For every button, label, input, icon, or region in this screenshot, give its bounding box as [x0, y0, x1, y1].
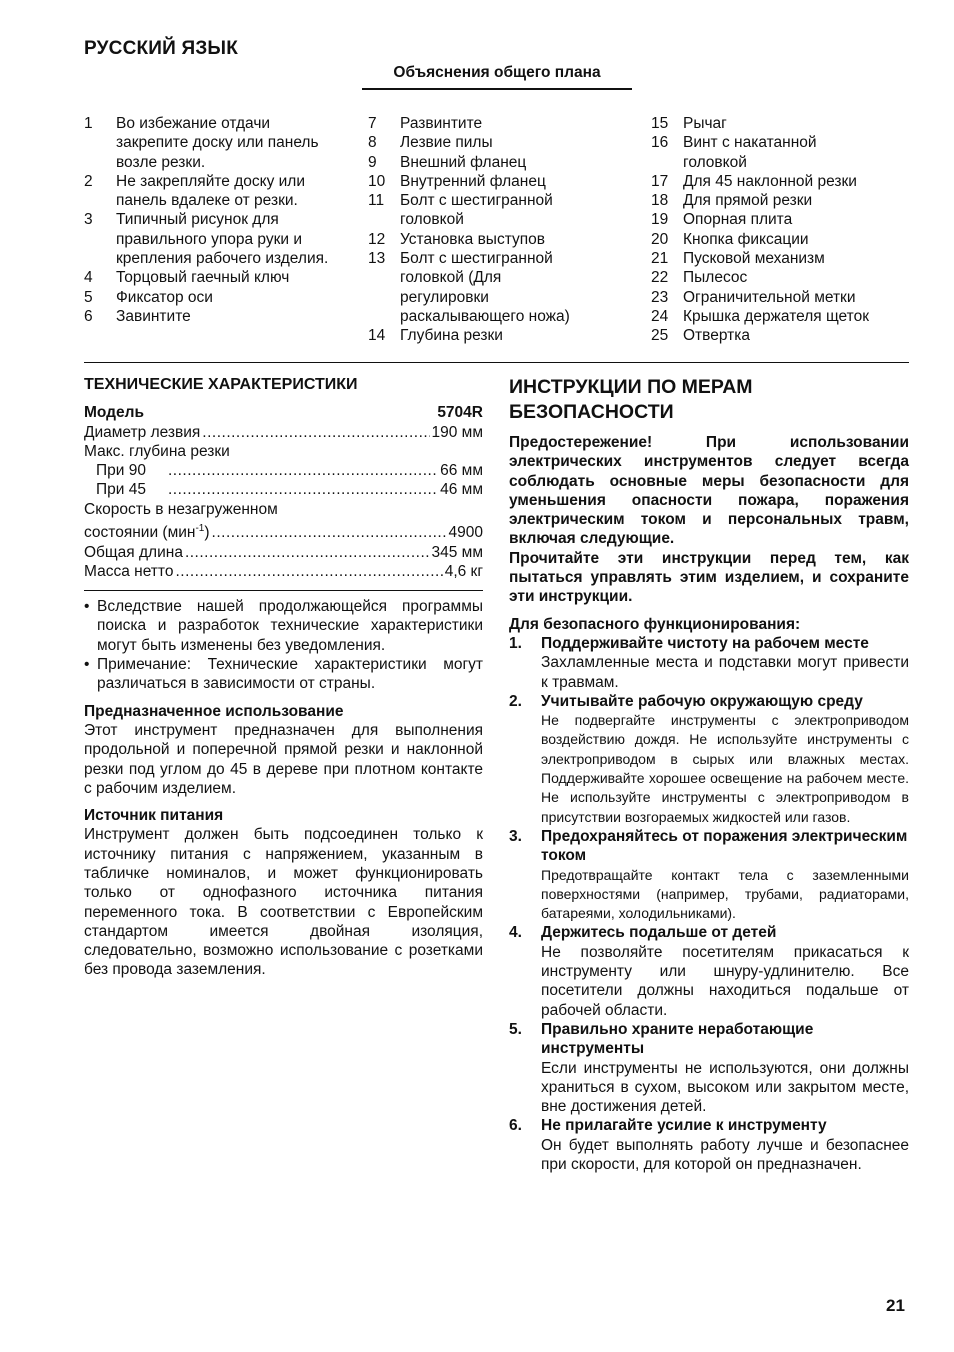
legend-text: Отвертка: [683, 327, 750, 345]
legend-item: [651, 268, 909, 287]
spec-value: 190 мм: [431, 423, 483, 441]
legend-number: 4: [84, 269, 93, 287]
safety-item: [509, 1116, 909, 1174]
safety-item: [509, 1020, 909, 1116]
safety-heading: ИНСТРУКЦИИ ПО МЕРАМ БЕЗОПАСНОСТИ: [509, 376, 753, 423]
legend-item: [651, 230, 909, 249]
specs-divider: [84, 590, 483, 591]
safety-item-number: 1.: [509, 634, 522, 652]
legend-number: 2: [84, 172, 93, 190]
safety-item-number: 4.: [509, 924, 522, 942]
legend-text: Для 45 наклонной резки: [683, 172, 857, 190]
legend-text: Рычаг: [683, 115, 727, 132]
safety-item-text: Если инструменты не используются, они должны храниться в сухом, высоком или закрытом месте, вне достижения детей.: [541, 1059, 909, 1116]
spec-label: [84, 519, 210, 542]
spec-label: При 90: [96, 462, 146, 480]
safety-column: [509, 375, 909, 1174]
legend-text: Установка выступов: [400, 230, 545, 248]
spec-value: 345 мм: [431, 543, 483, 561]
legend-number: 11: [368, 192, 385, 210]
language-heading: РУССКИЙ ЯЗЫК: [84, 38, 239, 59]
legend-text: Опорная плита: [683, 211, 793, 229]
safety-item-text: Он будет выполнять работу лучше и безопаснее при скорости, для которой он предназначен.: [541, 1136, 909, 1173]
legend-item: [84, 210, 344, 268]
legend-item: [368, 133, 608, 152]
leader-dots: [202, 423, 429, 442]
legend-text: Развинтите: [400, 115, 483, 132]
legend-text: Завинтите: [116, 307, 191, 325]
legend-item: [368, 172, 608, 191]
legend-item: [651, 114, 909, 133]
safety-item: [509, 923, 909, 1019]
power-supply-heading: Источник питания: [84, 807, 224, 825]
spec-model-value: 5704R: [437, 404, 483, 422]
legend-item: [651, 288, 909, 307]
safety-item-text: Не позволяйте посетителям прикасаться к инструменту или шнуру-удлинителю. Все посетители должны находиться подальше от рабочей области.: [541, 943, 909, 1019]
spec-value: 46 мм: [440, 481, 483, 499]
legend-item: [84, 172, 344, 211]
spec-label-superscript: -1: [195, 523, 205, 535]
safety-item: [509, 827, 909, 923]
safety-item-title: Учитывайте рабочую окружающую среду: [541, 692, 863, 710]
legend-item: [651, 191, 909, 210]
spec-value: 4900: [448, 524, 483, 542]
legend-text: Болт с шестигранной головкой (Для регулировки раскалывающего ножа): [400, 250, 570, 325]
safety-item-title: Не прилагайте усилие к инструменту: [541, 1117, 827, 1135]
legend-number: 24: [651, 307, 669, 325]
legend-item: [84, 268, 344, 287]
legend-item: [651, 172, 909, 191]
legend-number: 16: [651, 134, 669, 152]
bullet-icon: •: [84, 598, 90, 616]
legend-number: 14: [368, 327, 386, 345]
legend-item: [84, 114, 344, 172]
spec-note-text: Примечание: Технические характеристики могут различаться в зависимости от страны.: [97, 656, 483, 693]
legend-number: 20: [651, 230, 669, 248]
intended-use-heading: Предназначенное использование: [84, 702, 344, 720]
legend-number: 1: [84, 115, 93, 132]
legend-text: Винт с накатанной головкой: [683, 134, 817, 171]
safety-item: [509, 692, 909, 827]
spec-note: [84, 655, 483, 694]
legend-column-1: [84, 114, 344, 326]
safety-item-number: 3.: [509, 827, 522, 845]
legend-item: [651, 133, 909, 172]
safety-item-title: Предохраняйтесь от поражения электрическим током: [541, 827, 908, 865]
legend-number: 7: [368, 115, 377, 132]
legend-number: 12: [368, 230, 386, 248]
leader-dots: [168, 461, 438, 480]
legend-text: Во избежание отдачи закрепите доску или панель возле резки.: [116, 115, 319, 171]
legend-number: 13: [368, 250, 386, 268]
legend-number: 21: [651, 250, 669, 268]
spec-note-text: Вследствие нашей продолжающейся программы поиска и разработок технические характеристики могут быть изменены без уведомления.: [97, 598, 483, 654]
section-divider: [84, 362, 909, 363]
spec-row: [84, 519, 483, 542]
spec-label-text: состоянии (мин: [84, 524, 196, 542]
legend-text: Лезвие пилы: [400, 134, 493, 152]
spec-row: [84, 562, 483, 581]
legend-number: 9: [368, 153, 377, 171]
legend-number: 6: [84, 307, 93, 325]
leader-dots: [185, 543, 430, 562]
section-subtitle: Объяснения общего плана: [362, 64, 632, 90]
legend-item: [651, 210, 909, 229]
spec-row: [84, 543, 483, 562]
legend-number: 17: [651, 172, 669, 190]
legend-item: [368, 114, 608, 133]
legend-text: Внутренний фланец: [400, 172, 546, 190]
legend-item: [651, 307, 909, 326]
spec-label: Масса нетто: [84, 562, 174, 580]
safety-read-instructions: Прочитайте эти инструкции перед тем, как пытаться управлять этим изделием, и сохраните эти инструкции.: [509, 549, 909, 606]
legend-item: [368, 153, 608, 172]
spec-label: При 45: [96, 481, 146, 499]
page-number: 21: [886, 1296, 905, 1315]
safety-item-text: Захламленные места и подставки могут привести к травмам.: [541, 654, 909, 691]
legend-column-2: [368, 114, 608, 346]
spec-label: Макс. глубина резки: [84, 442, 230, 460]
legend-text: Типичный рисунок для правильного упора руки и крепления рабочего изделия.: [116, 211, 329, 268]
safety-lead: Для безопасного функционирования:: [509, 615, 801, 633]
legend-text: Фиксатор оси: [116, 288, 213, 306]
spec-value: 66 мм: [440, 462, 483, 480]
safety-item-title: Поддерживайте чистоту на рабочем месте: [541, 634, 869, 652]
legend-item: [368, 249, 608, 326]
safety-item-text: Не подвергайте инструменты с электроприводом воздействию дождя. Не используйте инструменты с электроприводом в сырых или влажных местах. Поддерживайте хорошее освещение на рабочем месте. Не используйте инструменты с электроприводом в присутствии возгораемых жидкостей или газов.: [541, 712, 909, 825]
legend-text: Торцовый гаечный ключ: [116, 269, 290, 287]
legend-number: 8: [368, 134, 377, 152]
legend-text: Не закрепляйте доску или панель вдалеке от резки.: [116, 172, 305, 210]
power-supply-text: Инструмент должен быть подсоединен только к источнику питания с напряжением, указанным в табличке номиналов, и может функционировать только от однофазного источника питания переменного тока. В соответствии с Европейским стандартом имеется двойная изоляция, следовательно, возможно использование с розетками без провода заземления.: [84, 826, 483, 979]
spec-row: [84, 480, 483, 499]
legend-item: [651, 249, 909, 268]
legend-column-3: [651, 114, 909, 346]
spec-row: [84, 423, 483, 442]
spec-value: 4,6 кг: [444, 562, 483, 580]
spec-label: Диаметр лезвия: [84, 423, 201, 441]
spec-note: [84, 597, 483, 655]
leader-dots: [168, 480, 438, 499]
bullet-icon: •: [84, 656, 90, 674]
legend-number: 18: [651, 192, 669, 210]
safety-warning: Предостережение! При использовании электрических инструментов следует всегда соблюдать основные меры безопасности для уменьшения опасности пожара, поражения электрическим током и персональных травм, включая следующие.: [509, 434, 909, 548]
specs-heading: ТЕХНИЧЕСКИЕ ХАРАКТЕРИСТИКИ: [84, 376, 358, 393]
safety-item-number: 5.: [509, 1020, 522, 1038]
safety-item-title: Держитесь подальше от детей: [541, 924, 777, 942]
legend-text: Для прямой резки: [683, 192, 813, 210]
legend-text: Пусковой механизм: [683, 250, 825, 268]
legend-item: [651, 326, 909, 345]
legend-number: 19: [651, 211, 669, 229]
legend-text: Ограничительной метки: [683, 288, 856, 306]
spec-label-close: ): [204, 524, 210, 542]
legend-number: 3: [84, 211, 93, 229]
spec-label: Скорость в незагруженном: [84, 500, 278, 518]
specs-column: [84, 375, 483, 980]
legend-number: 25: [651, 327, 669, 345]
legend-text: Внешний фланец: [400, 153, 527, 171]
legend-number: 15: [651, 115, 669, 132]
legend-item: [368, 326, 608, 345]
legend-item: [84, 288, 344, 307]
safety-item-title: Правильно храните неработающие инструменты: [541, 1020, 814, 1058]
safety-item-text: Предотвращайте контакт тела с заземленными поверхностями (например, трубами, радиаторами, батареями, холодильниками).: [541, 866, 909, 922]
legend-text: Крышка держателя щеток: [683, 307, 869, 325]
legend-text: Кнопка фиксации: [683, 230, 809, 248]
legend-number: 23: [651, 288, 669, 306]
spec-label: Общая длина: [84, 543, 183, 561]
leader-dots: [175, 562, 442, 581]
legend-number: 22: [651, 269, 669, 287]
spec-model-row: [84, 403, 483, 422]
spec-row: [84, 461, 483, 480]
safety-item-number: 6.: [509, 1117, 522, 1135]
leader-dots: [212, 523, 447, 542]
safety-item: [509, 634, 909, 692]
legend-number: 5: [84, 288, 93, 306]
intended-use-text: Этот инструмент предназначен для выполнения продольной и поперечной прямой резки и наклонной резки под углом до 45 в дереве при плотном контакте с рабочим изделием.: [84, 721, 483, 797]
legend-text: Болт с шестигранной головкой: [400, 192, 553, 229]
legend-text: Глубина резки: [400, 327, 503, 345]
spec-model-label: Модель: [84, 404, 145, 422]
safety-item-number: 2.: [509, 692, 522, 710]
legend-item: [368, 191, 608, 230]
legend-item: [368, 230, 608, 249]
legend-item: [84, 307, 344, 326]
legend-text: Пылесос: [683, 269, 748, 287]
legend-number: 10: [368, 172, 386, 190]
